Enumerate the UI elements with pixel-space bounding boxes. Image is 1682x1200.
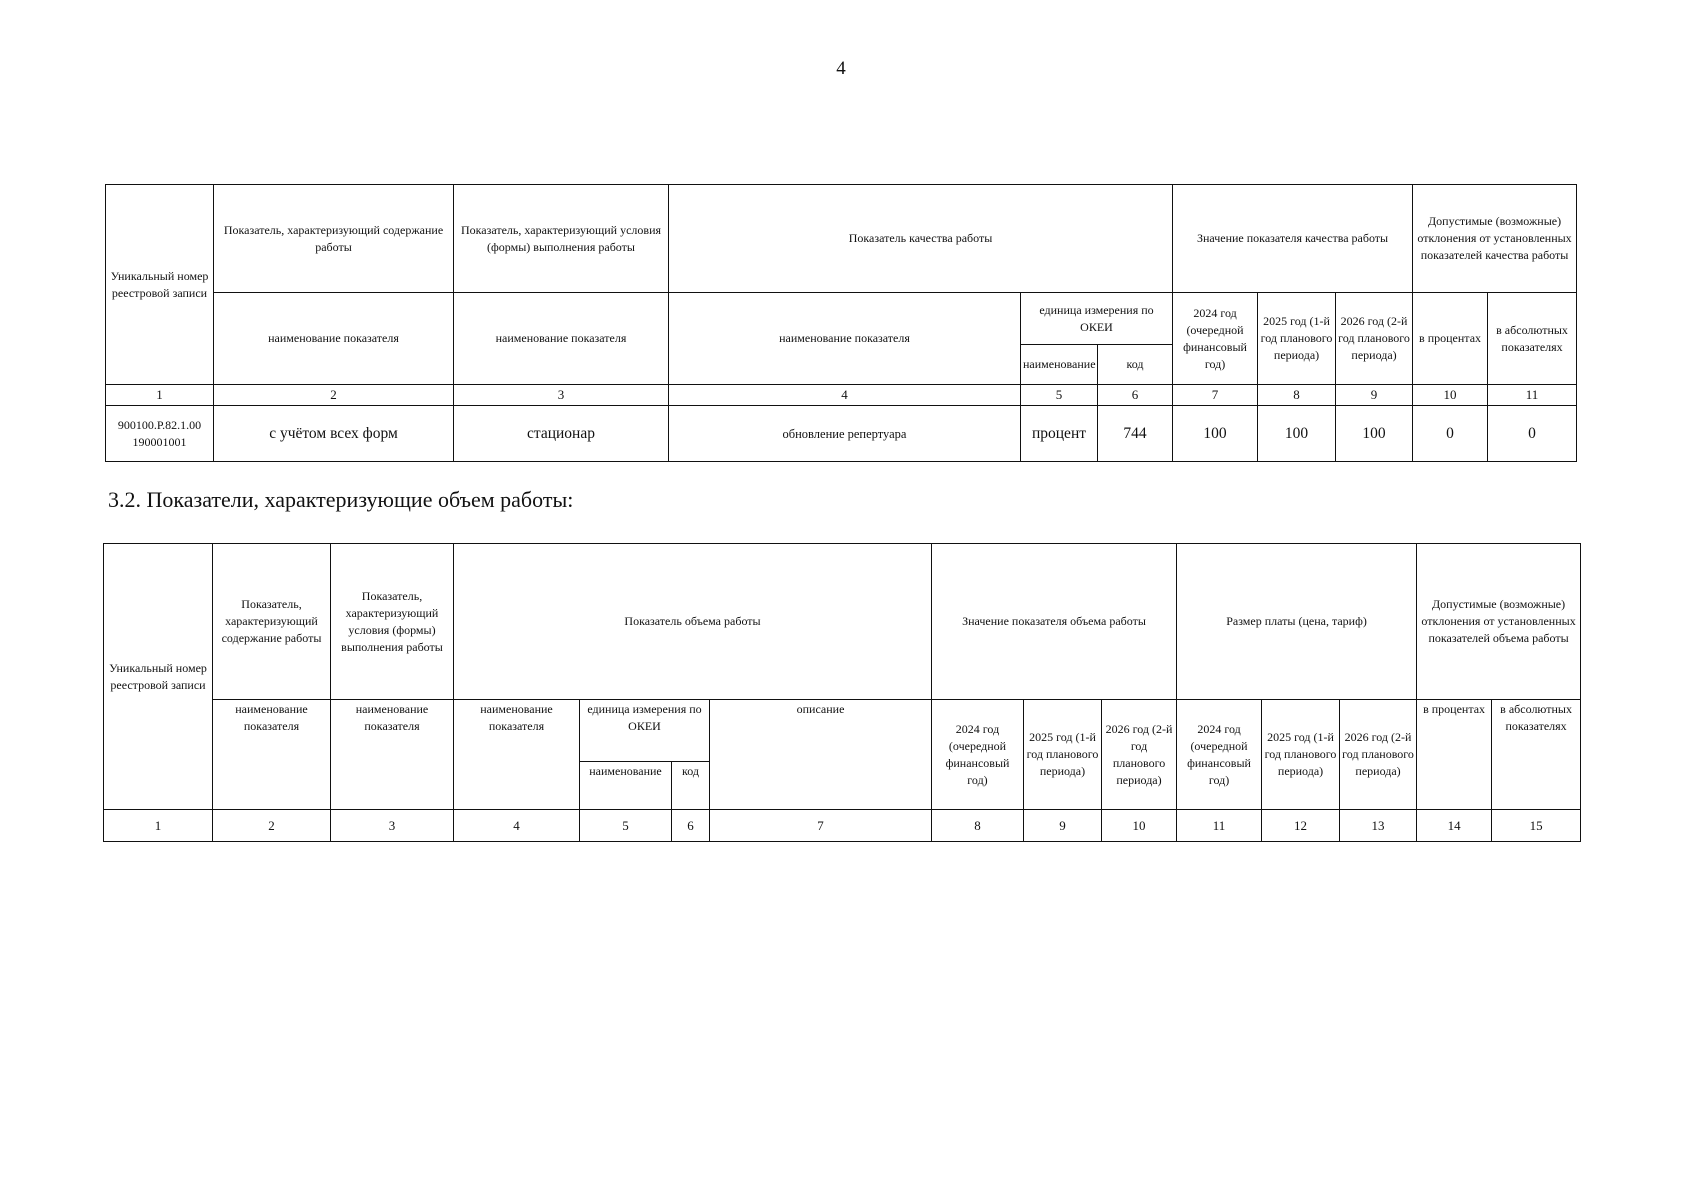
- header-year-2024: 2024 год (очередной финансовый год): [1173, 293, 1258, 385]
- index-cell: 11: [1488, 385, 1577, 406]
- table-index-row: [104, 810, 1581, 842]
- page-number: 4: [836, 58, 846, 79]
- index-cell: 4: [669, 385, 1021, 406]
- index-cell: 8: [1258, 385, 1336, 406]
- header-year-2026: 2026 год (2-й год планового периода): [1336, 293, 1413, 385]
- index-cell: 7: [710, 810, 932, 842]
- index-cell: 9: [1024, 810, 1102, 842]
- index-cell: 6: [1098, 385, 1173, 406]
- index-cell: 1: [104, 810, 213, 842]
- condition-value: стационар: [454, 406, 669, 462]
- value-2026: 100: [1336, 406, 1413, 462]
- index-cell: 3: [331, 810, 454, 842]
- index-cell: 7: [1173, 385, 1258, 406]
- header-okei-code: код: [672, 762, 710, 810]
- volume-indicators-table: [103, 543, 1581, 842]
- header-okei-unit: единица измерения по ОКЕИ: [1021, 293, 1173, 345]
- header-conditions-name: наименование показателя: [331, 700, 454, 810]
- value-2025: 100: [1258, 406, 1336, 462]
- header-price: Размер платы (цена, тариф): [1177, 544, 1417, 700]
- header-volume-value: Значение показателя объема работы: [932, 544, 1177, 700]
- header-conditions-name: наименование показателя: [454, 293, 669, 385]
- header-conditions-indicator: Показатель, характеризующий условия (формы) выполнения работы: [331, 544, 454, 700]
- index-cell: 13: [1340, 810, 1417, 842]
- unit-code-value: 744: [1098, 406, 1173, 462]
- index-cell: 6: [672, 810, 710, 842]
- header-volume-indicator: Показатель объема работы: [454, 544, 932, 700]
- index-cell: 11: [1177, 810, 1262, 842]
- section-heading: 3.2. Показатели, характеризующие объем работы:: [108, 487, 574, 512]
- header-unique-number: Уникальный номер реестровой записи: [106, 185, 214, 385]
- index-cell: 4: [454, 810, 580, 842]
- unit-value: процент: [1021, 406, 1098, 462]
- header-quality-indicator: Показатель качества работы: [669, 185, 1173, 293]
- header-price-year-2025: 2025 год (1-й год планового периода): [1262, 700, 1340, 810]
- header-value-year-2026: 2026 год (2-й год планового периода): [1102, 700, 1177, 810]
- header-price-year-2024: 2024 год (очередной финансовый год): [1177, 700, 1262, 810]
- header-in-percent: в процентах: [1417, 700, 1492, 810]
- header-unique-number: Уникальный номер реестровой записи: [104, 544, 213, 810]
- index-cell: 10: [1413, 385, 1488, 406]
- header-content-name: наименование показателя: [213, 700, 331, 810]
- header-in-absolute: в абсолютных показателях: [1492, 700, 1581, 810]
- deviation-absolute-value: 0: [1488, 406, 1577, 462]
- index-cell: 2: [214, 385, 454, 406]
- registry-code: 900100.Р.82.1.00 190001001: [106, 406, 214, 462]
- header-value-year-2025: 2025 год (1-й год планового периода): [1024, 700, 1102, 810]
- header-price-year-2026: 2026 год (2-й год планового периода): [1340, 700, 1417, 810]
- table-row: [106, 406, 1577, 462]
- deviation-percent-value: 0: [1413, 406, 1488, 462]
- header-okei-name: наименование: [580, 762, 672, 810]
- header-deviation: Допустимые (возможные) отклонения от установленных показателей объема работы: [1417, 544, 1581, 700]
- header-deviation: Допустимые (возможные) отклонения от установленных показателей качества работы: [1413, 185, 1577, 293]
- value-2024: 100: [1173, 406, 1258, 462]
- header-description: описание: [710, 700, 932, 810]
- header-value-year-2024: 2024 год (очередной финансовый год): [932, 700, 1024, 810]
- header-content-name: наименование показателя: [214, 293, 454, 385]
- header-content-indicator: Показатель, характеризующий содержание работы: [213, 544, 331, 700]
- content-value: с учётом всех форм: [214, 406, 454, 462]
- header-in-absolute: в абсолютных показателях: [1488, 293, 1577, 385]
- index-cell: 12: [1262, 810, 1340, 842]
- index-cell: 5: [580, 810, 672, 842]
- header-quality-value: Значение показателя качества работы: [1173, 185, 1413, 293]
- indicator-value: обновление репертуара: [669, 406, 1021, 462]
- index-cell: 8: [932, 810, 1024, 842]
- index-cell: 3: [454, 385, 669, 406]
- index-cell: 5: [1021, 385, 1098, 406]
- header-in-percent: в процентах: [1413, 293, 1488, 385]
- index-cell: 1: [106, 385, 214, 406]
- index-cell: 9: [1336, 385, 1413, 406]
- header-volume-name: наименование показателя: [454, 700, 580, 810]
- quality-indicators-table: [105, 184, 1577, 462]
- header-conditions-indicator: Показатель, характеризующий условия (формы) выполнения работы: [454, 185, 669, 293]
- index-cell: 10: [1102, 810, 1177, 842]
- index-cell: 14: [1417, 810, 1492, 842]
- header-year-2025: 2025 год (1-й год планового периода): [1258, 293, 1336, 385]
- header-quality-name: наименование показателя: [669, 293, 1021, 385]
- header-okei-code: код: [1098, 345, 1173, 385]
- index-cell: 15: [1492, 810, 1581, 842]
- table-index-row: [106, 385, 1577, 406]
- index-cell: 2: [213, 810, 331, 842]
- header-content-indicator: Показатель, характеризующий содержание работы: [214, 185, 454, 293]
- header-okei-unit: единица измерения по ОКЕИ: [580, 700, 710, 762]
- header-okei-name: наименование: [1021, 345, 1098, 385]
